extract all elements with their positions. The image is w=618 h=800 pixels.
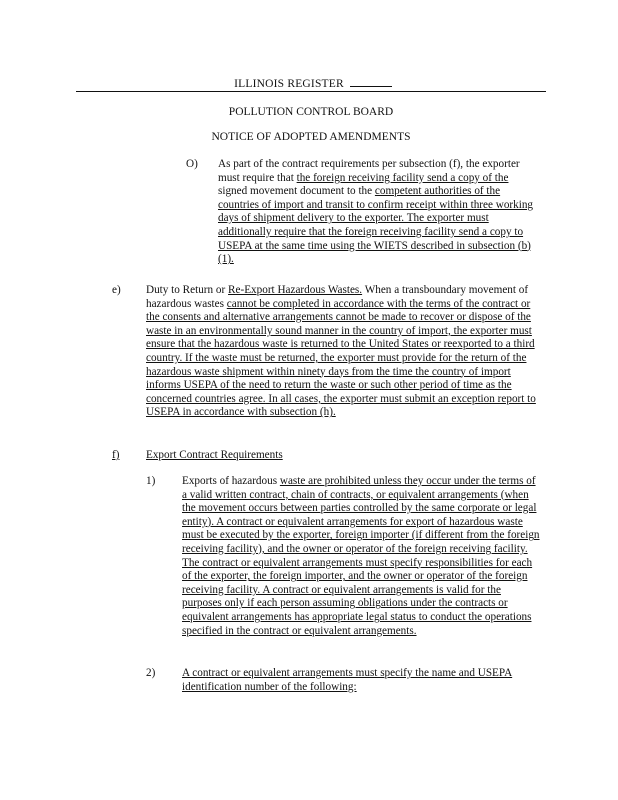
- register-title: ILLINOIS REGISTER: [230, 78, 348, 90]
- para-2-text: A contract or equivalent arrangements must specify the name and USEPA identification number of the following:: [182, 667, 513, 693]
- para-1-marker: 1): [146, 475, 156, 487]
- para-e-marker: e): [112, 284, 121, 296]
- para-f-heading: Export Contract Requirements: [146, 449, 283, 461]
- register-header: [76, 78, 546, 94]
- header-rule: [76, 91, 546, 92]
- para-o-marker: O): [186, 158, 198, 170]
- para-o-text: As part of the contract requirements per subsection (f), the exporter must require that the foreign receiving facility send a copy of the signed movement document to the competent authorities of the countries of import and transit to confirm receipt within three working days of shipment delivery to the exporter. The exporter must additionally require that the foreign receiving facility send a copy to USEPA at the same time using the WIETS described in subsection (b)(1).: [218, 158, 534, 266]
- para-1-text: Exports of hazardous waste are prohibited unless they occur under the terms of a valid written contract, chain of contracts, or equivalent arrangements (when the movement occurs between parties controlled by the same corporate or legal entity). A contract or equivalent arrangements for export of hazardous waste must be executed by the exporter, foreign importer (if different from the foreign receiving facility), and the owner or operator of the foreign receiving facility. The contract or equivalent arrangements must specify responsibilities for each of the exporter, the foreign importer, and the owner or operator of the foreign receiving facility. A contract or equivalent arrangements is valid for the purposes only if each person assuming obligations under the contracts or equivalent arrangements has appropriate legal status to conduct the operations specified in the contract or equivalent arrangements.: [182, 475, 540, 637]
- issue-number-blank: [350, 78, 392, 87]
- notice-title: NOTICE OF ADOPTED AMENDMENTS: [211, 131, 411, 143]
- para-2-marker: 2): [146, 667, 156, 679]
- para-e-text: Duty to Return or Re-Export Hazardous Wastes. When a transboundary movement of hazardous wastes cannot be completed in accordance with the terms of the contract or the consents and alternative arrangements cannot be made to recover or dispose of the waste in an environmentally sound manner in the country of import, the exporter must ensure that the hazardous waste is returned to the United States or reexported to a third country. If the waste must be returned, the exporter must provide for the return of the hazardous waste shipment within ninety days from the time the country of import informs USEPA of the need to return the waste or such other period of time as the concerned countries agree. In all cases, the exporter must submit an exception report to USEPA in accordance with subsection (h).: [146, 284, 536, 419]
- para-f-marker: f): [112, 449, 120, 461]
- board-title: POLLUTION CONTROL BOARD: [228, 106, 394, 118]
